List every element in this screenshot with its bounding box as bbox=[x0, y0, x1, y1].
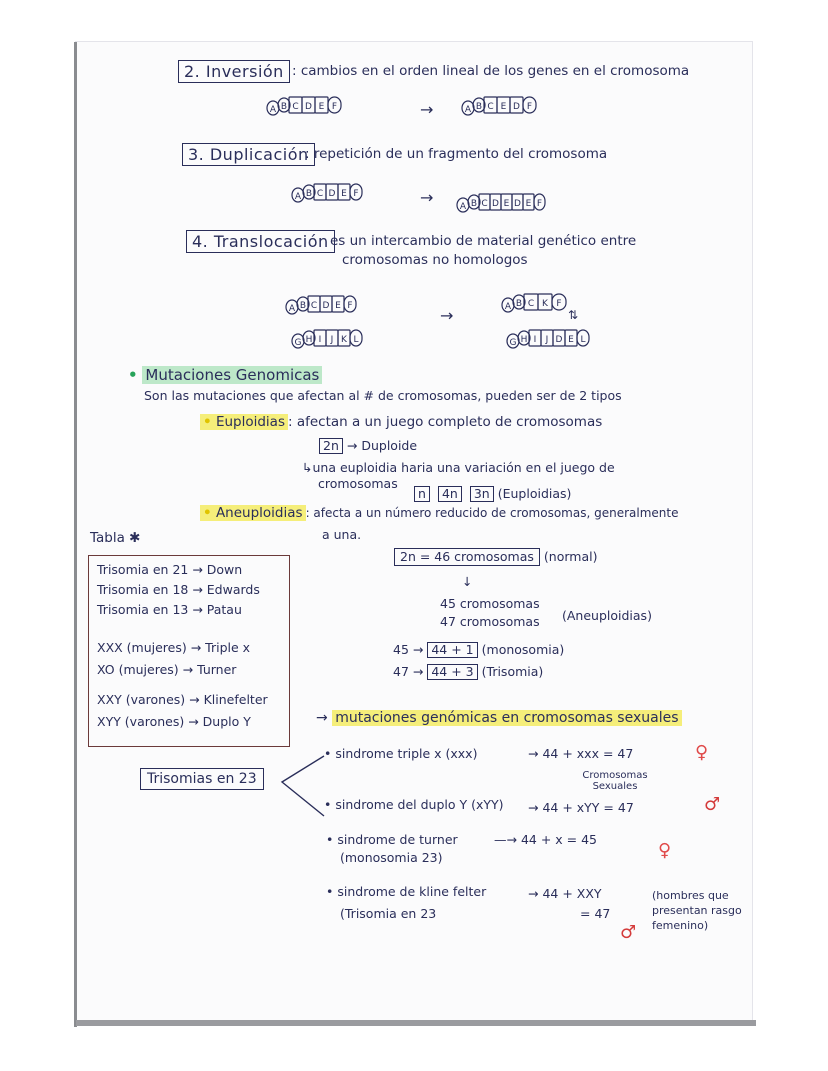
page-bottom-edge bbox=[76, 1020, 756, 1026]
aneuploidias-text-1: : afecta a un número reducido de cromosomas, generalmente bbox=[305, 506, 679, 520]
gene-j bbox=[541, 330, 553, 346]
gene-h bbox=[303, 331, 315, 345]
gene-label: E bbox=[568, 335, 574, 345]
euploidias-line bbox=[200, 414, 602, 430]
gene-label: E bbox=[335, 301, 341, 311]
euploidia-note-1-text: una euploidia haria una variación en el juego de bbox=[312, 460, 615, 475]
aneuploidias-label-right: (Aneuploidias) bbox=[562, 608, 652, 623]
gene-label: D bbox=[328, 189, 336, 199]
gene-c bbox=[479, 194, 490, 210]
bullet-icon: • bbox=[128, 366, 138, 384]
gene-label: H bbox=[520, 335, 528, 345]
mono-left: 45 bbox=[393, 642, 409, 657]
gene-b bbox=[303, 185, 315, 199]
gene-a bbox=[502, 298, 514, 312]
gene-label: K bbox=[341, 335, 347, 345]
gene-label: A bbox=[294, 192, 302, 202]
aneuploidias-label-text: Aneuploidias bbox=[215, 505, 303, 521]
genomicas-title bbox=[128, 366, 322, 384]
gene-c bbox=[308, 296, 320, 312]
tri-left: 47 bbox=[393, 664, 409, 679]
tabla-row-2: Trisomia en 18 → Edwards bbox=[97, 582, 260, 597]
trisomias-23-box: Trisomias en 23 bbox=[140, 768, 264, 790]
gene-a bbox=[462, 101, 474, 115]
euploidia-boxes bbox=[410, 486, 571, 502]
gene-g bbox=[292, 334, 304, 348]
gene-label: B bbox=[299, 301, 307, 311]
gene-label: B bbox=[280, 102, 288, 112]
gene-label: E bbox=[318, 102, 325, 112]
gene-label: A bbox=[504, 302, 512, 312]
gene-f bbox=[552, 294, 566, 310]
gene-label: I bbox=[318, 335, 322, 345]
mars-icon: ♂ bbox=[620, 922, 637, 943]
venus-icon: ♀ bbox=[658, 840, 672, 861]
sindrome-1-name: • sindrome triple x (xxx) bbox=[324, 746, 478, 761]
gene-d bbox=[320, 296, 332, 312]
gene-i bbox=[529, 330, 541, 346]
gene-b bbox=[297, 297, 309, 311]
gene-label: C bbox=[527, 299, 535, 309]
gene-c bbox=[484, 97, 497, 113]
gene-label: B bbox=[515, 299, 523, 309]
gene-label: E bbox=[500, 102, 507, 112]
aneuploidias-text-2: a una. bbox=[322, 527, 362, 542]
monosomia-line: 45 → 44 + 1 (monosomia) bbox=[393, 642, 565, 657]
tabla-row-7: XYY (varones) → Duplo Y bbox=[97, 714, 251, 729]
translocacion-description-2: cromosomas no homologos bbox=[342, 252, 528, 268]
diploid-label: Duploide bbox=[361, 438, 418, 453]
duplicacion-chromosome-after bbox=[455, 190, 595, 216]
translocacion-after-top bbox=[500, 290, 620, 316]
translocacion-before-bottom bbox=[290, 326, 410, 352]
sindrome-4-name-text: sindrome de kline felter bbox=[337, 884, 487, 899]
gene-label: F bbox=[353, 189, 359, 199]
arrow-icon: → bbox=[420, 100, 434, 119]
inversion-chromosome-before bbox=[265, 93, 395, 123]
gene-l bbox=[350, 330, 362, 346]
gene-d bbox=[553, 330, 565, 346]
gene-b bbox=[278, 98, 290, 112]
gene-label: C bbox=[310, 301, 318, 311]
inversion-description: : cambios en el orden lineal de los genes en el cromosoma bbox=[292, 63, 690, 79]
gene-f bbox=[350, 184, 362, 200]
page-edge bbox=[74, 42, 77, 1027]
gene-e bbox=[497, 97, 510, 113]
gene-label: A bbox=[459, 202, 467, 212]
gene-label: D bbox=[305, 102, 312, 112]
gene-k bbox=[538, 294, 552, 310]
mono-box: 44 + 1 bbox=[427, 642, 477, 658]
gene-label: L bbox=[353, 335, 359, 345]
gene-k bbox=[338, 330, 350, 346]
tabla-row-3: Trisomia en 13 → Patau bbox=[97, 602, 242, 617]
gene-a bbox=[292, 188, 304, 202]
gene-l bbox=[577, 330, 589, 346]
gene-f bbox=[344, 296, 356, 312]
duplicacion-chromosome-before bbox=[290, 180, 420, 206]
translocacion-after-bottom bbox=[505, 326, 635, 352]
gene-label: E bbox=[341, 189, 347, 199]
gene-d bbox=[510, 97, 523, 113]
sindrome-2-formula-text: 44 + xYY = 47 bbox=[542, 800, 634, 815]
euploidia-box-4n: 4n bbox=[438, 486, 462, 502]
tabla-box bbox=[88, 555, 290, 747]
gene-label: E bbox=[525, 199, 532, 209]
gene-d bbox=[302, 97, 315, 113]
euploidia-note-1: ↳una euploidia haria una variación en el juego de bbox=[302, 460, 615, 475]
sindrome-4-sub: (Trisomia en 23 bbox=[340, 906, 437, 921]
tabla-row-6: XXY (varones) → Klinefelter bbox=[97, 692, 268, 707]
gene-label: E bbox=[503, 199, 510, 209]
line-47-cromosomas: 47 cromosomas bbox=[440, 614, 540, 629]
gene-label: D bbox=[513, 102, 520, 112]
trisomia-line: 47 → 44 + 3 (Trisomia) bbox=[393, 664, 544, 679]
gene-label: H bbox=[305, 335, 313, 345]
euploidias-label-text: Euploidias bbox=[215, 414, 285, 430]
sindrome-2-name: • sindrome del duplo Y (xYY) bbox=[324, 797, 504, 812]
genomicas-title-text: Mutaciones Genomicas bbox=[142, 366, 322, 384]
sexuales-title-line: → mutaciones genómicas en cromosomas sexuales bbox=[316, 710, 682, 726]
genomicas-intro: Son las mutaciones que afectan al # de cromosomas, pueden ser de 2 tipos bbox=[144, 388, 622, 403]
sindrome-1-formula: → 44 + xxx = 47 bbox=[528, 746, 634, 761]
sindrome-2-formula: → 44 + xYY = 47 bbox=[528, 800, 634, 815]
gene-c bbox=[314, 184, 326, 200]
aneuploidias-line bbox=[200, 505, 678, 521]
gene-j bbox=[326, 330, 338, 346]
euploidia-box-3n: 3n bbox=[470, 486, 494, 502]
gene-label: L bbox=[580, 335, 586, 345]
mars-icon: ♂ bbox=[704, 794, 721, 815]
euploidias-text: : afectan a un juego completo de cromosomas bbox=[287, 414, 603, 430]
mono-label: (monosomia) bbox=[481, 642, 565, 657]
sindrome-4-formula-text: 44 + XXY bbox=[542, 886, 602, 901]
gene-e bbox=[501, 194, 512, 210]
diploid-box: 2n bbox=[319, 438, 343, 454]
gene-label: B bbox=[475, 102, 483, 112]
sindrome-4-name: • sindrome de kline felter bbox=[326, 884, 487, 899]
gene-a bbox=[286, 300, 298, 314]
duplicacion-title: 3. Duplicación bbox=[182, 143, 315, 166]
sindrome-1-name-text: sindrome triple x (xxx) bbox=[335, 746, 478, 761]
gene-label: A bbox=[269, 105, 277, 115]
sindrome-3-sub: (monosomia 23) bbox=[340, 850, 443, 865]
bracket-icon bbox=[276, 752, 326, 822]
gene-g bbox=[507, 334, 519, 348]
sindrome-3-formula-text: 44 + x = 45 bbox=[520, 832, 598, 847]
tabla-row-1: Trisomia en 21 → Down bbox=[97, 562, 243, 577]
gene-e bbox=[523, 194, 534, 210]
arrow-icon: → bbox=[440, 306, 454, 325]
inversion-chromosome-after bbox=[460, 93, 590, 123]
swap-arrows-icon: ⇅ bbox=[568, 308, 579, 322]
gene-label: A bbox=[464, 105, 472, 115]
gene-label: C bbox=[481, 199, 488, 209]
gene-d bbox=[326, 184, 338, 200]
sindrome-1-formula-text: 44 + xxx = 47 bbox=[542, 746, 634, 761]
gene-d bbox=[512, 194, 523, 210]
gene-label: C bbox=[487, 102, 494, 112]
tabla-row-4: XXX (mujeres) → Triple x bbox=[97, 640, 251, 655]
gene-label: F bbox=[347, 301, 353, 311]
normal-line bbox=[390, 548, 597, 566]
sindrome-4-formula2: = 47 bbox=[580, 906, 611, 921]
gene-label: K bbox=[542, 299, 548, 309]
gene-label: C bbox=[316, 189, 324, 199]
sindrome-1-note: Cromosomas Sexuales bbox=[582, 770, 648, 792]
gene-f bbox=[328, 97, 341, 113]
euploidia-boxes-label: (Euploidias) bbox=[497, 486, 572, 501]
normal-label: (normal) bbox=[543, 549, 598, 564]
gene-label: D bbox=[555, 335, 563, 345]
sindrome-3-name: • sindrome de turner bbox=[326, 832, 458, 847]
gene-i bbox=[314, 330, 326, 346]
inversion-title: 2. Inversión bbox=[178, 60, 290, 83]
gene-label: F bbox=[526, 102, 533, 112]
gene-e bbox=[315, 97, 328, 113]
tri-label: (Trisomia) bbox=[481, 664, 544, 679]
gene-label: J bbox=[330, 335, 334, 345]
gene-e bbox=[338, 184, 350, 200]
gene-label: B bbox=[305, 189, 313, 199]
gene-b bbox=[468, 195, 480, 209]
gene-label: I bbox=[533, 335, 537, 345]
gene-c bbox=[524, 294, 538, 310]
gene-label: D bbox=[514, 199, 521, 209]
gene-label: D bbox=[492, 199, 499, 209]
venus-icon: ♀ bbox=[695, 742, 709, 763]
tri-box: 44 + 3 bbox=[427, 664, 477, 680]
euploidias-label: • Euploidias bbox=[200, 414, 288, 430]
gene-h bbox=[518, 331, 530, 345]
tabla-title: Tabla ✱ bbox=[90, 530, 141, 546]
translocacion-description-1: es un intercambio de material genético entre bbox=[330, 233, 637, 249]
sindrome-3-name-text: sindrome de turner bbox=[337, 832, 458, 847]
gene-label: F bbox=[556, 299, 562, 309]
gene-e bbox=[565, 330, 577, 346]
gene-b bbox=[473, 98, 485, 112]
gene-e bbox=[332, 296, 344, 312]
euploidia-box-n: n bbox=[414, 486, 430, 502]
sindrome-3-formula: —→ 44 + x = 45 bbox=[494, 832, 598, 847]
gene-label: B bbox=[470, 199, 478, 209]
gene-a bbox=[457, 198, 469, 212]
gene-label: F bbox=[331, 102, 338, 112]
gene-label: A bbox=[288, 304, 296, 314]
translocacion-before-top bbox=[284, 292, 404, 318]
gene-label: F bbox=[536, 199, 543, 209]
gene-label: J bbox=[545, 335, 549, 345]
sindrome-2-name-text: sindrome del duplo Y (xYY) bbox=[335, 797, 504, 812]
arrow-icon: → bbox=[420, 188, 434, 207]
gene-label: G bbox=[509, 338, 517, 348]
sexuales-title: mutaciones genómicas en cromosomas sexuales bbox=[332, 710, 681, 726]
gene-c bbox=[289, 97, 302, 113]
gene-f bbox=[523, 97, 536, 113]
gene-f bbox=[534, 194, 545, 210]
gene-label: G bbox=[294, 338, 302, 348]
diploid-line: 2n → Duploide bbox=[315, 438, 417, 454]
down-arrow: ↓ bbox=[462, 574, 473, 589]
gene-d bbox=[490, 194, 501, 210]
normal-box: 2n = 46 cromosomas bbox=[394, 548, 540, 566]
sindrome-4-formula: → 44 + XXY bbox=[528, 886, 602, 901]
euploidia-note-2: cromosomas bbox=[318, 476, 398, 491]
tabla-row-5: XO (mujeres) → Turner bbox=[97, 662, 237, 677]
gene-label: C bbox=[292, 102, 299, 112]
line-45-cromosomas: 45 cromosomas bbox=[440, 596, 540, 611]
gene-label: D bbox=[322, 301, 330, 311]
translocacion-title: 4. Translocación bbox=[186, 230, 335, 253]
gene-b bbox=[513, 295, 525, 309]
gene-a bbox=[267, 101, 279, 115]
aneuploidias-label: • Aneuploidias bbox=[200, 505, 306, 521]
duplicacion-description: : repetición de un fragmento del cromosoma bbox=[305, 146, 608, 162]
sindrome-4-note: (hombres que presentan rasgo femenino) bbox=[652, 889, 742, 932]
